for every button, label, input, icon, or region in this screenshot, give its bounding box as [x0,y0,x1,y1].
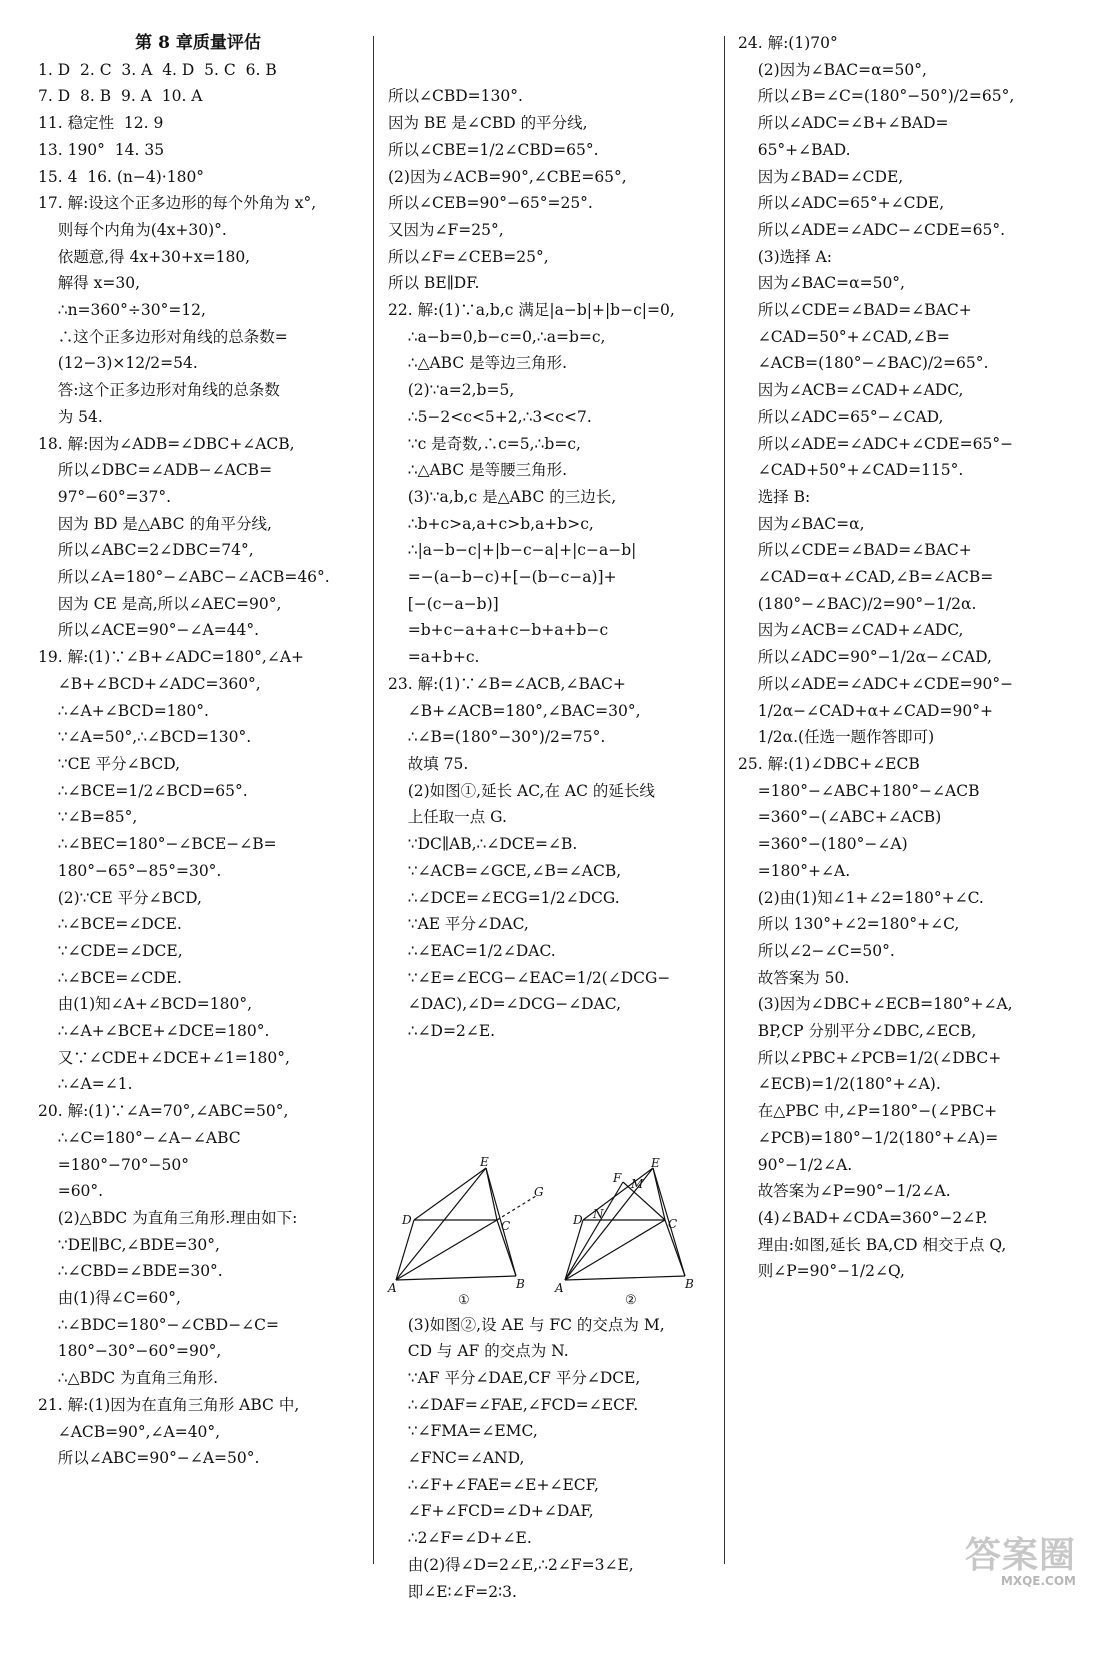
text-line: 故答案为∠P=90°−1/2∠A. [738,1182,951,1201]
text-line: [−(c−a−b)] [388,594,499,613]
text-line: ∵CE 平分∠BCD, [38,754,180,773]
text-line: ∴∠BCE=∠DCE. [38,915,182,934]
text-line: 所以∠CBD=130°. [388,87,523,106]
text-line: 18. 解:因为∠ADB=∠DBC+∠ACB, [38,434,295,453]
fig2-label-A: A [555,1280,564,1295]
text-line: 所以∠PBC+∠PCB=1/2(∠DBC+ [738,1048,1002,1067]
text-line: 答:这个正多边形对角线的总条数 [38,381,280,400]
text-line: ∵DC∥AB,∴∠DCE=∠B. [388,835,578,854]
text-line: 所以∠ABC=90°−∠A=50°. [38,1449,260,1468]
text-line: ∵∠B=85°, [38,808,138,827]
text-line: ∵∠FMA=∠EMC, [388,1422,538,1441]
fig1-label-C: C [501,1218,511,1233]
text-line: (4)∠BAD+∠CDA=360°−2∠P. [738,1208,988,1227]
text-line: 由(1)得∠C=60°, [38,1289,181,1308]
fig1-label-G: G [534,1184,544,1199]
text-line: 21. 解:(1)因为在直角三角形 ABC 中, [38,1395,300,1414]
text-line: ∠CAD=α+∠CAD,∠B=∠ACB= [738,568,994,587]
text-line: 因为∠BAC=α=50°, [738,274,905,293]
fig2-label-D: D [573,1212,583,1227]
text-line: 上任取一点 G. [388,808,507,827]
text-line: 20. 解:(1)∵∠A=70°,∠ABC=50°, [38,1102,289,1121]
text-line: (2)因为∠ACB=90°,∠CBE=65°, [388,167,627,186]
text-line: 所以∠A=180°−∠ABC−∠ACB=46°. [38,568,330,587]
figure-1 [388,1104,544,1308]
text-line: (2)∵CE 平分∠BCD, [38,888,202,907]
text-line: 所以∠F=∠CEB=25°, [388,247,549,266]
text-line: 则∠P=90°−1/2∠Q, [738,1262,905,1281]
text-line: (2)∵a=2,b=5, [388,381,515,400]
text-line: ∵AE 平分∠DAC, [388,915,529,934]
fig2-label-B: B [685,1276,694,1291]
text-line: 19. 解:(1)∵∠B+∠ADC=180°,∠A+ [38,648,305,667]
text-line: 因为∠ACB=∠CAD+∠ADC, [738,381,964,400]
text-line: ∴∠BEC=180°−∠BCE−∠B= [38,835,277,854]
text-line: 所以∠2−∠C=50°. [738,941,895,960]
text-line: (12−3)×12/2=54. [38,354,198,373]
text-line: CD 与 AF 的交点为 N. [388,1342,569,1361]
text-line: 24. 解:(1)70° [738,34,838,52]
text-line: ∴∠F+∠FAE=∠E+∠ECF, [388,1475,599,1494]
text-line: ∠CAD=50°+∠CAD,∠B= [738,327,950,346]
text-line: ∴∠B=(180°−30°)/2=75°. [388,728,606,747]
text-line: 1/2α−∠CAD+α+∠CAD=90°+ [738,701,993,720]
text-line: 所以∠ADE=∠ADC+∠CDE=90°− [738,674,1014,693]
text-line: ∠ACB=90°,∠A=40°, [38,1422,221,1441]
text-line: ∴∠BCE=1/2∠BCD=65°. [38,781,248,800]
text-line: 所以∠CDE=∠BAD=∠BAC+ [738,301,972,320]
text-line: 因为 CE 是高,所以∠AEC=90°, [38,594,282,613]
text-line: ∵∠ACB=∠GCE,∠B=∠ACB, [388,861,622,880]
text-line: BP,CP 分别平分∠DBC,∠ECB, [738,1022,977,1041]
text-line: 由(1)知∠A+∠BCD=180°, [38,995,253,1014]
text-line: ∴这个正多边形对角线的总条数= [38,327,288,346]
text-line: =a+b+c. [388,648,480,667]
text-line: (3)∵a,b,c 是△ABC 的三边长, [388,487,617,506]
text-line: ∴∠BCE=∠CDE. [38,968,182,987]
text-line: 因为 BD 是△ABC 的角平分线, [38,514,272,533]
text-line: 所以∠ADC=65°−∠CAD, [738,407,944,426]
fig2-label-F: F [613,1170,622,1185]
text-line: 所以∠ADE=∠ADC+∠CDE=65°− [738,434,1014,453]
text-line: 所以∠ADC=∠B+∠BAD= [738,114,949,133]
text-line: =180°−∠ABC+180°−∠ACB [738,781,980,800]
text-line: ∴|a−b−c|+|b−c−a|+|c−a−b| [388,541,637,560]
text-line: ∵AF 平分∠DAE,CF 平分∠DCE, [388,1368,641,1387]
text-line: ∠PCB)=180°−1/2(180°+∠A)= [738,1128,999,1147]
fig1-label-D: D [402,1212,412,1227]
text-line: ∴∠CBD=∠BDE=30°. [38,1262,223,1281]
text-line: ∠B+∠BCD+∠ADC=360°, [38,674,261,693]
text-line: 因为∠BAD=∠CDE, [738,167,904,186]
figure-1-diagram [388,1154,544,1308]
text-line: 13. 190° 14. 35 [38,140,165,159]
text-line: 故填 75. [388,754,469,773]
text-line: 又∵∠CDE+∠DCE+∠1=180°, [38,1048,290,1067]
text-line: =−(a−b−c)+[−(b−c−a)]+ [388,568,617,587]
text-line: 在△PBC 中,∠P=180°−(∠PBC+ [738,1102,998,1121]
text-line: 则每个内角为(4x+30)°. [38,220,227,239]
text-line: 所以∠ADC=90°−1/2α−∠CAD, [738,648,992,667]
column-3 [738,30,1066,1570]
text-line: ∠ECB)=1/2(180°+∠A). [738,1075,941,1094]
text-line: (2)因为∠BAC=α=50°, [738,60,927,79]
text-line: ∴∠D=2∠E. [388,1022,496,1041]
text-line: 17. 解:设这个正多边形的每个外角为 x°, [38,194,317,213]
text-line: ∴△ABC 是等边三角形. [388,354,568,373]
text-line: 所以∠CDE=∠BAD=∠BAC+ [738,541,972,560]
text-line: 22. 解:(1)∵a,b,c 满足|a−b|+|b−c|=0, [388,301,675,320]
text-line: (2)由(1)知∠1+∠2=180°+∠C. [738,888,984,907]
text-line: (2)如图①,延长 AC,在 AC 的延长线 [388,781,655,800]
text-line: 即∠E∶∠F=2∶3. [388,1582,517,1601]
text-line: 11. 稳定性 12. 9 [38,114,164,133]
text-line: ∵∠E=∠ECG−∠EAC=1/2(∠DCG− [388,968,671,987]
text-line: 所以∠ADC=65°+∠CDE, [738,194,945,213]
figure-row [388,1104,708,1308]
text-line: 所以∠ABC=2∠DBC=74°, [38,541,254,560]
section-title: 第 8 章质量评估 [135,33,261,53]
text-line: 90°−1/2∠A. [738,1155,853,1174]
column-2-top-text [388,83,718,1044]
text-line: =360°−(∠ABC+∠ACB) [738,808,942,827]
column-1 [38,30,358,1570]
fig1-label-E: E [480,1154,489,1169]
column-divider-left [373,36,374,1564]
text-line: ∠ACB=(180°−∠BAC)/2=65°. [738,354,989,373]
text-line: (3)因为∠DBC+∠ECB=180°+∠A, [738,995,1013,1014]
text-line: 所以 130°+∠2=180°+∠C, [738,915,960,934]
text-line: 选择 B: [738,487,811,506]
text-line: ∠B+∠ACB=180°,∠BAC=30°, [388,701,641,720]
text-line: 故答案为 50. [738,968,850,987]
text-line: 所以∠B=∠C=(180°−50°)/2=65°, [738,87,1015,106]
text-line: (180°−∠BAC)/2=90°−1/2α. [738,594,977,613]
text-line: ∴△BDC 为直角三角形. [38,1369,219,1388]
text-line: ∴b+c>a,a+c>b,a+b>c, [388,514,594,533]
text-line: ∴∠A=∠1. [38,1075,133,1094]
text-line: ∵DE∥BC,∠BDE=30°, [38,1235,220,1254]
text-line: ∴∠A+∠BCD=180°. [38,701,209,720]
figure-2 [553,1104,708,1308]
text-line: ∴n=360°÷30°=12, [38,301,206,320]
figure-1-caption: ① [458,1292,470,1308]
text-line: ∠F+∠FCD=∠D+∠DAF, [388,1502,594,1521]
text-line: 65°+∠BAD. [738,140,851,159]
text-line: =360°−(180°−∠A) [738,835,908,854]
text-line: 1. D 2. C 3. A 4. D 5. C 6. B [38,60,277,79]
text-line: (3)选择 A: [738,247,833,266]
text-line: ∴∠DAF=∠FAE,∠FCD=∠ECF. [388,1395,639,1414]
fig2-label-C: C [668,1216,678,1231]
text-line: 因为∠ACB=∠CAD+∠ADC, [738,621,964,640]
text-line: 25. 解:(1)∠DBC+∠ECB [738,754,920,773]
fig2-label-E: E [651,1155,660,1170]
text-line: 所以∠CBE=1/2∠CBD=65°. [388,140,599,159]
figure-2-diagram [553,1155,708,1308]
text-line: 23. 解:(1)∵∠B=∠ACB,∠BAC+ [388,674,626,693]
column-divider-right [724,36,725,1564]
text-line: 所以∠ADE=∠ADC−∠CDE=65°. [738,220,1006,239]
text-line: ∴∠DCE=∠ECG=1/2∠DCG. [388,888,620,907]
text-line: 所以∠DBC=∠ADB−∠ACB= [38,461,273,480]
text-line: =180°−70°−50° [38,1155,189,1174]
fig2-label-N: N [593,1206,604,1221]
text-line: 180°−65°−85°=30°. [38,861,222,880]
fig1-label-B: B [516,1276,525,1291]
text-line: ∵c 是奇数,∴c=5,∴b=c, [388,434,581,453]
text-line: 97°−60°=37°. [38,487,172,506]
text-line: 7. D 8. B 9. A 10. A [38,87,203,106]
text-line: 解得 x=30, [38,274,141,293]
text-line: ∴2∠F=∠D+∠E. [388,1529,532,1548]
text-line: 1/2α.(任选一题作答即可) [738,728,935,747]
watermark-url: MXQE.COM [1000,1574,1076,1588]
text-line: 为 54. [38,407,103,426]
column-2 [388,30,718,1601]
text-line: 所以∠ACE=90°−∠A=44°. [38,621,260,640]
text-line: =b+c−a+a+c−b+a+b−c [388,621,609,640]
text-line: ∴5−2<c<5+2,∴3<c<7. [388,407,592,426]
text-line: 所以∠CEB=90°−65°=25°. [388,194,593,213]
text-line: 因为 BE 是∠CBD 的平分线, [388,114,588,133]
text-line: 由(2)得∠D=2∠E,∴2∠F=3∠E, [388,1555,634,1574]
watermark [876,1535,1076,1588]
text-line: ∠FNC=∠AND, [388,1449,525,1468]
text-line: (3)如图②,设 AE 与 FC 的交点为 M, [388,1315,665,1334]
text-line: ∴∠A+∠BCE+∠DCE=180°. [38,1022,270,1041]
text-line: ∴∠C=180°−∠A−∠ABC [38,1128,241,1147]
fig2-label-M: M [631,1176,644,1191]
text-line: ∵∠CDE=∠DCE, [38,941,183,960]
text-line: (2)△BDC 为直角三角形.理由如下: [38,1208,298,1227]
text-line: 依题意,得 4x+30+x=180, [38,247,251,266]
text-line: 180°−30°−60°=90°, [38,1342,222,1361]
text-line: ∴△ABC 是等腰三角形. [388,461,568,480]
figure-2-caption: ② [625,1292,637,1308]
text-line: ∴∠BDC=180°−∠CBD−∠C= [38,1315,280,1334]
text-line: ∵∠A=50°,∴∠BCD=130°. [38,728,252,747]
text-line: ∠DAC),∠D=∠DCG−∠DAC, [388,995,622,1014]
text-line: ∴a−b=0,b−c=0,∴a=b=c, [388,327,606,346]
fig1-label-A: A [388,1280,397,1295]
text-line: 15. 4 16. (n−4)·180° [38,167,205,186]
text-line: =60°. [38,1182,104,1201]
text-line: ∴∠EAC=1/2∠DAC. [388,941,556,960]
text-line: 理由:如图,延长 BA,CD 相交于点 Q, [738,1235,1007,1254]
text-line: ∠CAD+50°+∠CAD=115°. [738,461,964,480]
text-line: 因为∠BAC=α, [738,514,865,533]
text-line: 又因为∠F=25°, [388,220,504,239]
text-line: =180°+∠A. [738,861,851,880]
watermark-logo: 答案圈 [964,1535,1076,1576]
text-line: 所以 BE∥DF. [388,274,480,293]
